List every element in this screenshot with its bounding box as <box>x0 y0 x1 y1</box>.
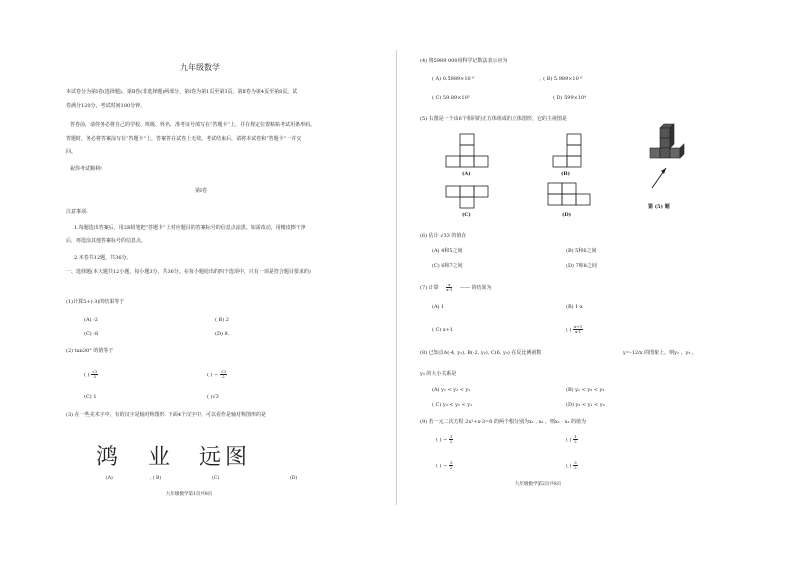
page-divider <box>396 50 397 505</box>
q5-option-c-figure <box>446 186 492 210</box>
q9-option-a: ( ) − $\frac{1}{2}$ <box>436 434 453 444</box>
q5-option-a-label: (A) <box>462 171 471 177</box>
q4-option-a: ( A) 0.5989×10 ⁶ <box>432 76 475 82</box>
notes-title: 注意事项: <box>66 209 88 215</box>
note-2: 2.本卷共12题，共36分。 <box>74 255 132 261</box>
q8-option-b: (B) y₁ < y₃ < y₂ <box>566 387 605 393</box>
intro-line-3: 答卷前，请你务必将自己的学校、班级、姓名、准考证号填写在“答题卡”上，并在规定位置粘贴考试用条形码。 <box>70 122 316 128</box>
q9-option-b: ( ) $\frac{1}{2}$ <box>566 434 577 444</box>
note-1b: 后，再选涂其他答案标号的信息点。 <box>66 238 147 244</box>
q5-option-a-figure <box>446 134 492 170</box>
q5-option-c-label: (C) <box>462 212 471 218</box>
part-heading: 第Ⅰ卷 <box>195 188 207 194</box>
q6-option-a: (A) 4和5之间 <box>432 248 463 254</box>
question-8-tail: y₃ 的大小关系是 <box>420 371 457 377</box>
char-ye: 业 <box>148 445 171 470</box>
q6-option-d: (D) 7和8之间 <box>566 263 597 269</box>
q7-option-c: ( C) x+1 <box>432 327 454 333</box>
question-2: (2) tan30° 的值等于 <box>66 348 114 354</box>
wish-text: 祝你考试顺利! <box>70 166 103 172</box>
q4-option-c: ( C) 59.89×10⁵ <box>432 95 470 101</box>
question-1: (1)计算5+(-3)的结果等于 <box>66 299 125 305</box>
question-8: (8) 已知点A(-4, y₁), B(-2, y₂), C(6, y₃) 在反比例函数 <box>420 350 542 356</box>
section-1-heading: 一、选择题(本大题共12小题，每小题3分，共36分。在每小题给出的四个选项中，只有一项是符合题目要求的) <box>66 269 311 275</box>
q1-option-b: ( B) 2 <box>215 317 229 323</box>
q7-option-a: (A) 1 <box>432 304 445 310</box>
right-footer: 九年级数学第2页共8页 <box>515 482 562 487</box>
q5-figure-caption: 第 (5) 题 <box>648 204 670 210</box>
q5-option-d-label: (D) <box>562 212 572 218</box>
q1-option-d: (D) 8. <box>215 331 230 337</box>
question-5: (5) 右图是一个由6个相同的正方体组成的立体图形，它的主视图是 <box>420 116 567 122</box>
question-4: (4) 将5989 000用科学记数法表示应为 <box>420 58 508 64</box>
intro-line-2: 卷满分120分，考试时间100分钟。 <box>66 103 146 109</box>
q4-option-b: , ( B) 5.989×10 ⁶ <box>540 76 583 82</box>
q4-option-d: ( D) 599×10⁴ <box>553 95 587 101</box>
q8-option-d: (D) y₂ < y₁ < y₃ <box>566 402 605 408</box>
question-7: (7) 计算 $\frac{x}{x-1}$ —— 的结果为 <box>420 282 492 292</box>
q2-option-a: ( ) $\frac{√3}{3}$ <box>84 369 98 379</box>
q6-option-c: (C) 6和7之间 <box>432 263 463 269</box>
q3-option-b: , ( B) <box>150 476 162 481</box>
q2-option-c: (C) 1 <box>84 394 97 400</box>
question-3: (3) 在一些美术字中，有的汉字是轴对称图形. 下面4个汉字中，可以看作是轴对称图形的是 <box>66 412 267 418</box>
char-tu: 图 <box>225 445 248 470</box>
question-6: (6) 估计 √33 的值在 <box>420 233 467 239</box>
q5-option-b-figure <box>553 134 585 170</box>
char-hong: 鸿 <box>96 445 119 470</box>
question-8-function: y=-12/x 的图象上，则y₁ ，y₂ ， <box>623 350 697 356</box>
char-yuan: 远 <box>199 445 222 470</box>
question-9: (9) 若一元二次方程 2x²+x-3=0 的两个根分别为x₁ , x₂ ，则x₁ · x₂ 的值为 <box>420 419 587 425</box>
q8-option-c: ( C) y₃ < y₂ < y₁ <box>432 402 473 408</box>
q3-option-a: (A) <box>106 476 113 481</box>
intro-line-5: 回。 <box>66 149 77 155</box>
note-1a: 1.每题选出答案后，用2B铅笔把“答题卡”上对应题目的答案标号的信息点涂黑。如需改动，用橡皮擦干净 <box>74 225 306 231</box>
q9-option-c: ( ) − $\frac{3}{2}$ <box>436 460 453 470</box>
q8-option-a: (A) y₂ < y₃ < y₁ <box>432 387 471 393</box>
q5-solid-figure <box>640 128 690 192</box>
q7-option-b: (B) 1-x <box>566 304 583 310</box>
exam-title: 九年级数学 <box>180 63 220 72</box>
intro-line-1: 本试卷分为第Ⅰ卷(选择题)、第Ⅱ卷(非选择题)两部分，第Ⅰ卷为第1页至第3页，第Ⅱ卷为第4页至第8页。试 <box>66 89 298 95</box>
q5-option-d-figure <box>548 183 594 209</box>
intro-line-4: 答题时，务必将答案涂写在“答题卡”上，答案答在试卷上无效。考试结束后，请将本试卷和“答题卡”一并交 <box>66 136 302 142</box>
left-footer: 九年级数学第1页共8页 <box>166 492 213 497</box>
q2-option-b: ( ) − $\frac{√3}{2}$ <box>207 369 226 379</box>
q1-option-c: (C) -8 <box>84 331 99 337</box>
q6-option-b: (B) 5和6之间 <box>566 248 597 254</box>
q2-option-d: ( )√3 <box>207 394 219 400</box>
q7-option-d: ( ) $\frac{x+1}{x-1}$ <box>566 324 583 334</box>
q3-option-c: (C) <box>212 476 219 481</box>
q3-option-d: (D) <box>290 476 298 481</box>
q9-option-d: ( ) $\frac{3}{2}$ <box>566 460 577 470</box>
q5-option-b-label: (B) <box>561 171 570 177</box>
q1-option-a: (A) -2 <box>84 317 98 323</box>
